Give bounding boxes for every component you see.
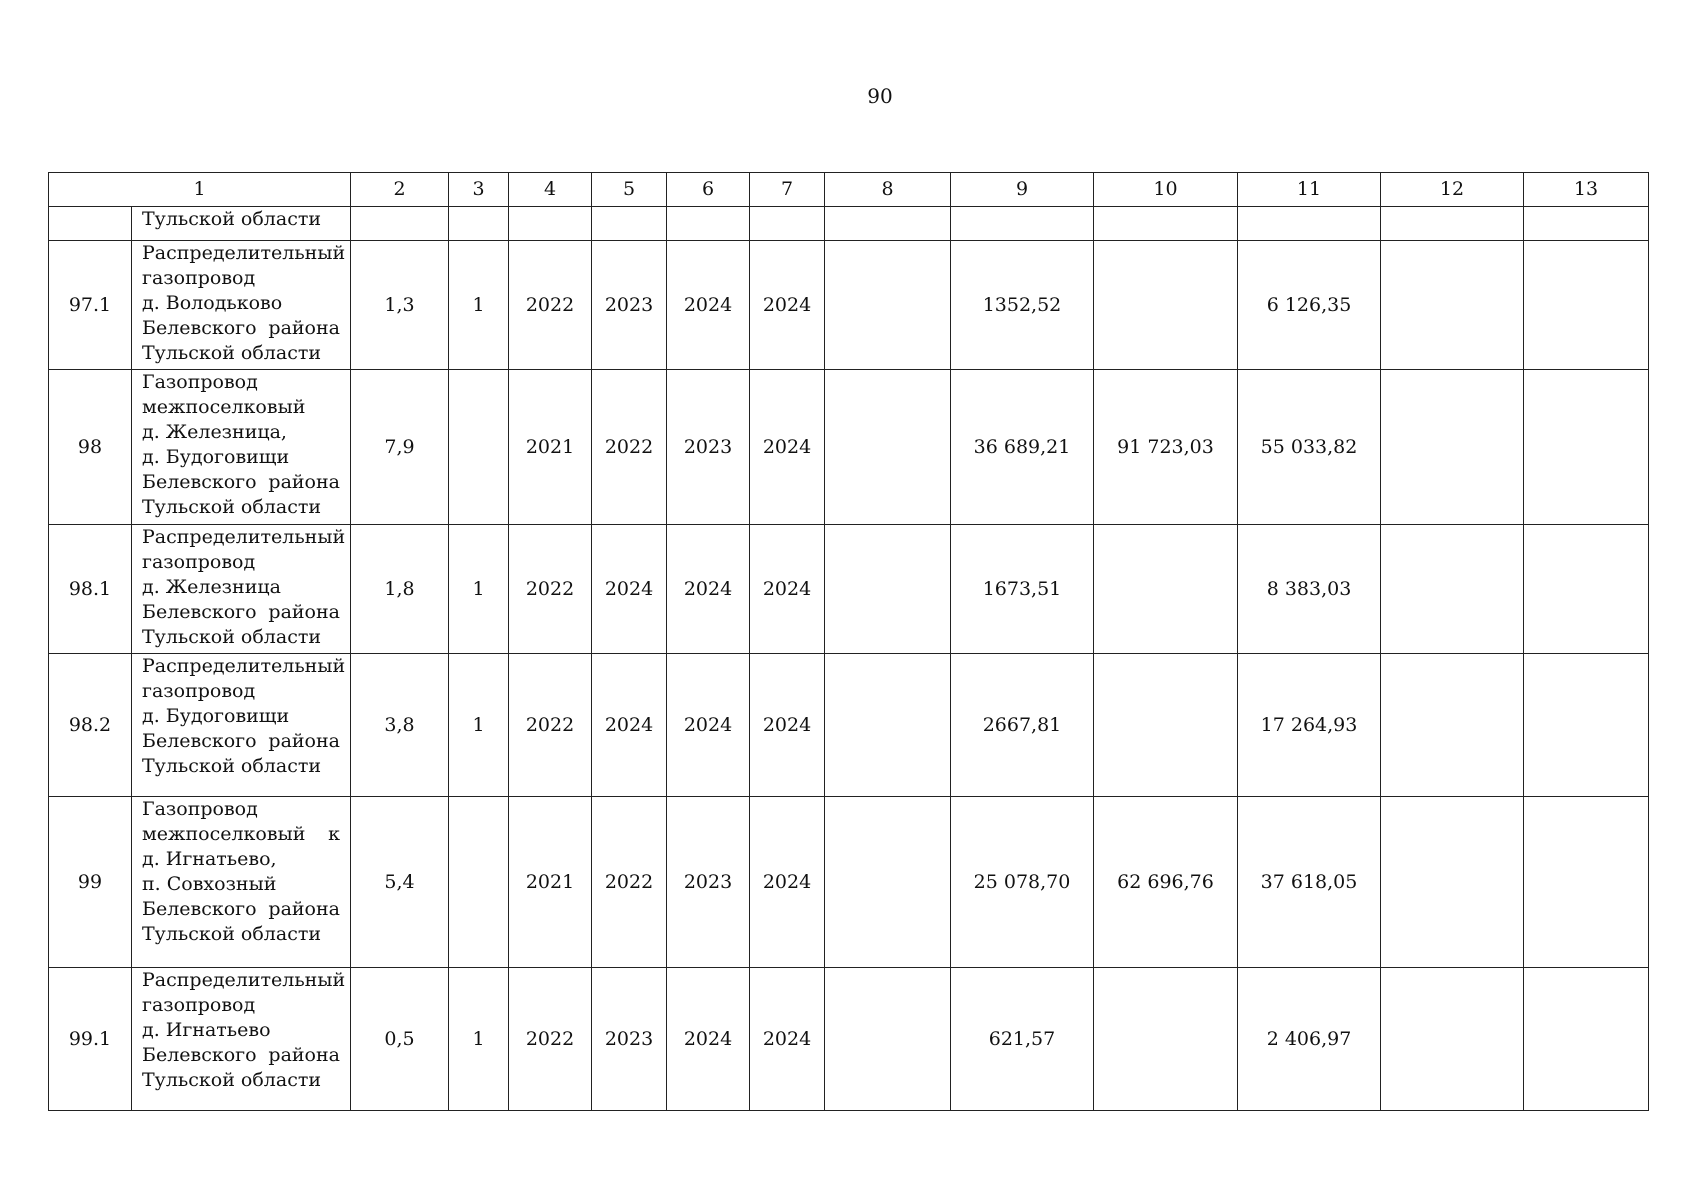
value-cell: 2024 xyxy=(667,654,750,797)
value-cell xyxy=(825,968,951,1111)
object-name-cell xyxy=(132,207,351,241)
object-name-cell xyxy=(132,797,351,968)
value-cell xyxy=(1094,241,1238,370)
value-cell: 1,3 xyxy=(351,241,449,370)
object-name-word: д. Будоговищи xyxy=(142,446,290,468)
object-name-word: района xyxy=(268,1044,340,1066)
value-cell xyxy=(1381,370,1524,525)
value-cell xyxy=(825,241,951,370)
object-name-word: Распределительный xyxy=(142,526,346,548)
object-name-line xyxy=(142,897,340,922)
object-name-word: Распределительный xyxy=(142,969,346,991)
header-cell: 3 xyxy=(449,173,509,207)
value-cell: 2022 xyxy=(592,797,667,968)
value-cell xyxy=(1524,241,1649,370)
value-cell: 1 xyxy=(449,241,509,370)
value-cell: 2667,81 xyxy=(951,654,1094,797)
data-table xyxy=(48,172,1649,1111)
object-name-line xyxy=(142,550,340,575)
value-cell: 2024 xyxy=(750,525,825,654)
value-cell xyxy=(667,207,750,241)
object-name-word: к xyxy=(328,823,340,845)
object-name-line xyxy=(142,445,340,470)
value-cell: 2024 xyxy=(750,797,825,968)
object-name-line xyxy=(142,679,340,704)
value-cell xyxy=(750,207,825,241)
object-name-line xyxy=(142,241,346,266)
object-name-cell xyxy=(132,525,351,654)
object-name-line xyxy=(142,525,346,550)
value-cell xyxy=(1524,797,1649,968)
value-cell: 2024 xyxy=(750,654,825,797)
header-cell: 9 xyxy=(951,173,1094,207)
value-cell: 36 689,21 xyxy=(951,370,1094,525)
value-cell: 2024 xyxy=(667,968,750,1111)
value-cell: 2023 xyxy=(592,968,667,1111)
value-cell: 1 xyxy=(449,654,509,797)
value-cell xyxy=(825,525,951,654)
object-name-line xyxy=(142,420,340,445)
value-cell xyxy=(1524,654,1649,797)
table-row xyxy=(49,241,1649,370)
object-name-word: Тульской области xyxy=(142,755,322,777)
object-name-line xyxy=(142,600,340,625)
row-number-cell: 99 xyxy=(49,797,132,968)
header-cell: 2 xyxy=(351,173,449,207)
value-cell xyxy=(1524,370,1649,525)
value-cell xyxy=(1094,654,1238,797)
value-cell: 3,8 xyxy=(351,654,449,797)
row-number-cell: 98.1 xyxy=(49,525,132,654)
value-cell: 1,8 xyxy=(351,525,449,654)
value-cell xyxy=(1381,525,1524,654)
object-name-word: Газопровод xyxy=(142,371,258,393)
page-number: 90 xyxy=(867,84,893,108)
row-number-cell: 98.2 xyxy=(49,654,132,797)
object-name-word: Тульской области xyxy=(142,496,322,518)
value-cell xyxy=(825,654,951,797)
row-number-cell: 97.1 xyxy=(49,241,132,370)
object-name-line xyxy=(142,316,340,341)
value-cell: 1673,51 xyxy=(951,525,1094,654)
object-name-word: межпоселковый xyxy=(142,823,306,845)
value-cell: 2022 xyxy=(509,241,592,370)
table-row xyxy=(49,968,1649,1111)
value-cell xyxy=(1381,797,1524,968)
value-cell xyxy=(592,207,667,241)
object-name-word: Тульской области xyxy=(142,208,322,230)
value-cell xyxy=(1094,525,1238,654)
value-cell xyxy=(1381,654,1524,797)
object-name-word: д. Игнатьево xyxy=(142,1019,271,1041)
value-cell: 17 264,93 xyxy=(1238,654,1381,797)
object-name-line xyxy=(142,395,340,420)
value-cell: 621,57 xyxy=(951,968,1094,1111)
value-cell: 6 126,35 xyxy=(1238,241,1381,370)
object-name-word: д. Игнатьево, xyxy=(142,848,277,870)
table-row xyxy=(49,525,1649,654)
object-name-word: Белевского xyxy=(142,601,257,623)
object-name-line xyxy=(142,1043,340,1068)
object-name-line xyxy=(142,822,340,847)
value-cell: 7,9 xyxy=(351,370,449,525)
object-name-line xyxy=(142,1018,340,1043)
value-cell xyxy=(951,207,1094,241)
value-cell: 55 033,82 xyxy=(1238,370,1381,525)
header-row xyxy=(49,173,1649,207)
object-name-cell xyxy=(132,654,351,797)
value-cell: 62 696,76 xyxy=(1094,797,1238,968)
value-cell: 2022 xyxy=(509,654,592,797)
value-cell: 2022 xyxy=(509,968,592,1111)
object-name-line xyxy=(142,797,340,822)
value-cell: 1352,52 xyxy=(951,241,1094,370)
value-cell xyxy=(825,207,951,241)
object-name-line xyxy=(142,207,340,232)
value-cell: 0,5 xyxy=(351,968,449,1111)
value-cell: 2024 xyxy=(750,968,825,1111)
value-cell xyxy=(509,207,592,241)
object-name-word: Тульской области xyxy=(142,1069,322,1091)
object-name-word: района xyxy=(268,601,340,623)
value-cell xyxy=(1381,968,1524,1111)
value-cell: 2024 xyxy=(750,241,825,370)
object-name-line xyxy=(142,470,340,495)
object-name-word: Газопровод xyxy=(142,798,258,820)
value-cell xyxy=(1524,207,1649,241)
value-cell xyxy=(1381,241,1524,370)
table-row xyxy=(49,654,1649,797)
value-cell xyxy=(449,370,509,525)
object-name-line xyxy=(142,654,346,679)
value-cell: 2024 xyxy=(667,241,750,370)
row-number-cell xyxy=(49,207,132,241)
header-cell: 1 xyxy=(49,173,351,207)
value-cell: 2021 xyxy=(509,370,592,525)
object-name-line xyxy=(142,266,340,291)
value-cell xyxy=(449,797,509,968)
object-name-line xyxy=(142,1068,340,1093)
value-cell: 5,4 xyxy=(351,797,449,968)
value-cell: 2024 xyxy=(667,525,750,654)
object-name-line xyxy=(142,291,340,316)
header-cell: 5 xyxy=(592,173,667,207)
object-name-word: района xyxy=(268,898,340,920)
header-cell: 10 xyxy=(1094,173,1238,207)
object-name-line xyxy=(142,370,340,395)
value-cell: 8 383,03 xyxy=(1238,525,1381,654)
object-name-word: Тульской области xyxy=(142,342,322,364)
row-number-cell: 99.1 xyxy=(49,968,132,1111)
value-cell: 2021 xyxy=(509,797,592,968)
header-cell: 8 xyxy=(825,173,951,207)
value-cell xyxy=(825,797,951,968)
object-name-line xyxy=(142,922,340,947)
value-cell: 2022 xyxy=(509,525,592,654)
value-cell: 2023 xyxy=(592,241,667,370)
object-name-word: газопровод xyxy=(142,994,256,1016)
value-cell xyxy=(1381,207,1524,241)
value-cell: 1 xyxy=(449,968,509,1111)
value-cell: 2024 xyxy=(750,370,825,525)
object-name-word: района xyxy=(268,471,340,493)
header-cell: 13 xyxy=(1524,173,1649,207)
object-name-word: Белевского xyxy=(142,898,257,920)
header-cell: 6 xyxy=(667,173,750,207)
object-name-line xyxy=(142,754,340,779)
object-name-word: д. Железница xyxy=(142,576,281,598)
object-name-word: д. Володьково xyxy=(142,292,283,314)
object-name-word: газопровод xyxy=(142,267,256,289)
object-name-word: Тульской области xyxy=(142,923,322,945)
value-cell xyxy=(825,370,951,525)
value-cell xyxy=(449,207,509,241)
value-cell: 2023 xyxy=(667,797,750,968)
row-number-cell: 98 xyxy=(49,370,132,525)
object-name-word: д. Будоговищи xyxy=(142,705,290,727)
table-row xyxy=(49,797,1649,968)
value-cell xyxy=(1238,207,1381,241)
value-cell: 2 406,97 xyxy=(1238,968,1381,1111)
value-cell: 2024 xyxy=(592,654,667,797)
object-name-line xyxy=(142,872,340,897)
value-cell: 2024 xyxy=(592,525,667,654)
header-cell: 12 xyxy=(1381,173,1524,207)
value-cell xyxy=(1524,525,1649,654)
object-name-word: Белевского xyxy=(142,730,257,752)
object-name-cell xyxy=(132,241,351,370)
value-cell: 1 xyxy=(449,525,509,654)
object-name-word: Распределительный xyxy=(142,655,346,677)
value-cell: 37 618,05 xyxy=(1238,797,1381,968)
object-name-word: Белевского xyxy=(142,1044,257,1066)
value-cell xyxy=(1094,968,1238,1111)
object-name-line xyxy=(142,729,340,754)
header-cell: 4 xyxy=(509,173,592,207)
value-cell: 2022 xyxy=(592,370,667,525)
object-name-cell xyxy=(132,370,351,525)
value-cell: 91 723,03 xyxy=(1094,370,1238,525)
object-name-word: района xyxy=(268,730,340,752)
object-name-line xyxy=(142,495,340,520)
value-cell xyxy=(1094,207,1238,241)
object-name-line xyxy=(142,625,340,650)
object-name-word: межпоселковый xyxy=(142,396,306,418)
object-name-word: района xyxy=(268,317,340,339)
header-cell: 11 xyxy=(1238,173,1381,207)
object-name-line xyxy=(142,341,340,366)
object-name-word: газопровод xyxy=(142,551,256,573)
table-body xyxy=(49,173,1649,1111)
value-cell: 25 078,70 xyxy=(951,797,1094,968)
object-name-word: Распределительный xyxy=(142,242,346,264)
object-name-line xyxy=(142,704,340,729)
table-row xyxy=(49,207,1649,241)
value-cell: 2023 xyxy=(667,370,750,525)
object-name-word: Белевского xyxy=(142,317,257,339)
header-cell: 7 xyxy=(750,173,825,207)
table-row xyxy=(49,370,1649,525)
object-name-line xyxy=(142,847,340,872)
object-name-cell xyxy=(132,968,351,1111)
object-name-line xyxy=(142,968,346,993)
object-name-word: д. Железница, xyxy=(142,421,287,443)
object-name-line xyxy=(142,993,340,1018)
object-name-word: газопровод xyxy=(142,680,256,702)
object-name-word: п. Совхозный xyxy=(142,873,277,895)
value-cell xyxy=(351,207,449,241)
object-name-line xyxy=(142,575,340,600)
object-name-word: Белевского xyxy=(142,471,257,493)
object-name-word: Тульской области xyxy=(142,626,322,648)
value-cell xyxy=(1524,968,1649,1111)
